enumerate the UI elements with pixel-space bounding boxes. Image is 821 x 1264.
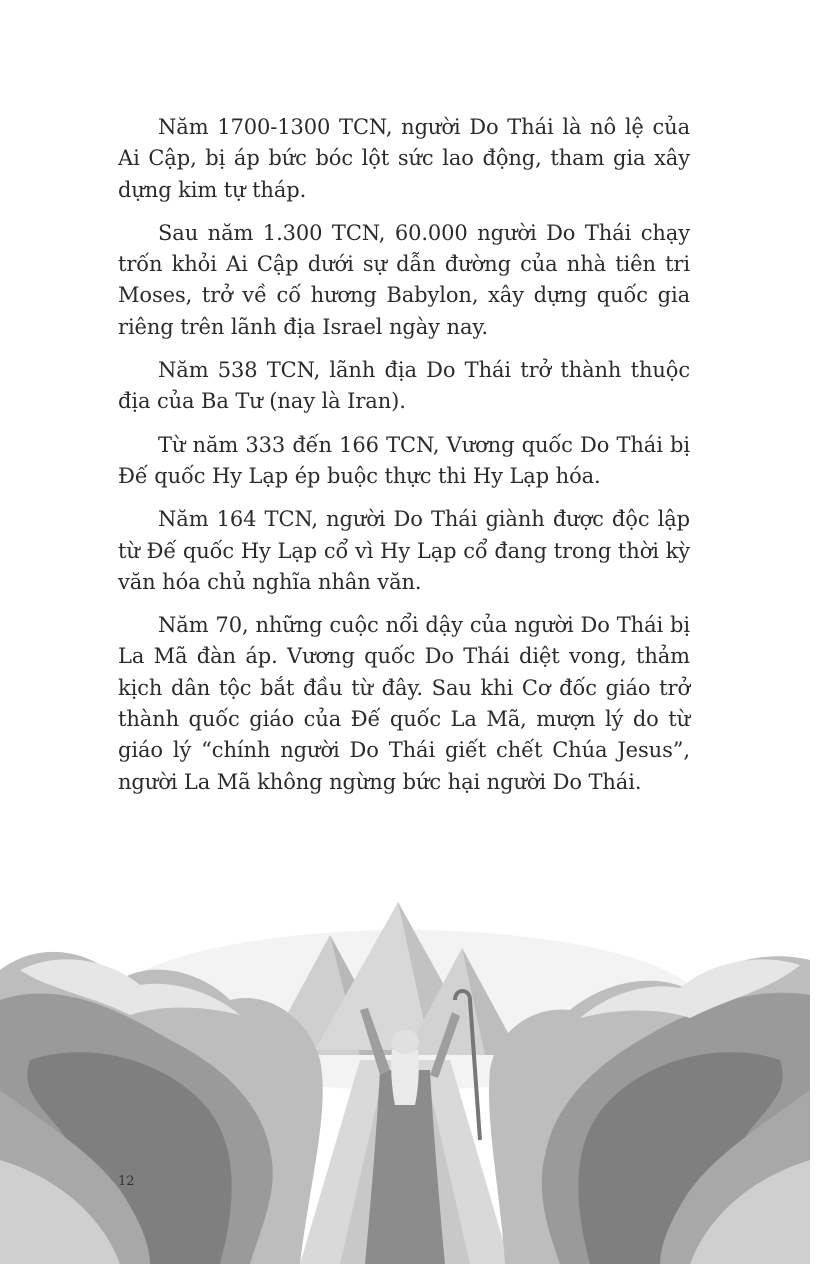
moses-parting-sea-illustration: [0, 890, 810, 1264]
paragraph-1: Năm 1700-1300 TCN, người Do Thái là nô lệ của Ai Cập, bị áp bức bóc lột sức lao động, tham gia xây dựng kim tự tháp.: [118, 115, 690, 202]
paragraph-5: Năm 164 TCN, người Do Thái giành được độc lập từ Đế quốc Hy Lạp cổ vì Hy Lạp cổ đang trong thời kỳ văn hóa chủ nghĩa nhân văn.: [118, 507, 690, 594]
paragraph-2: Sau năm 1.300 TCN, 60.000 người Do Thái chạy trốn khỏi Ai Cập dưới sự dẫn đường của nhà tiên tri Moses, trở về cố hương Babylon, xây dựng quốc gia riêng trên lãnh địa Israel ngày nay.: [118, 220, 690, 339]
page-number: 12: [118, 1174, 135, 1189]
body-text: [118, 112, 690, 810]
paragraph-3: Năm 538 TCN, lãnh địa Do Thái trở thành thuộc địa của Ba Tư (nay là Iran).: [118, 358, 690, 414]
paragraph-6: Năm 70, những cuộc nổi dậy của người Do Thái bị La Mã đàn áp. Vương quốc Do Thái diệt vong, thảm kịch dân tộc bắt đầu từ đây. Sau khi Cơ đốc giáo trở thành quốc giáo của Đế quốc La Mã, mượn lý do từ giáo lý “chính người Do Thái giết chết Chúa Jesus”, người La Mã không ngừng bức hại người Do Thái.: [118, 613, 690, 794]
paragraph-4: Từ năm 333 đến 166 TCN, Vương quốc Do Thái bị Đế quốc Hy Lạp ép buộc thực thi Hy Lạp hóa.: [118, 432, 690, 488]
